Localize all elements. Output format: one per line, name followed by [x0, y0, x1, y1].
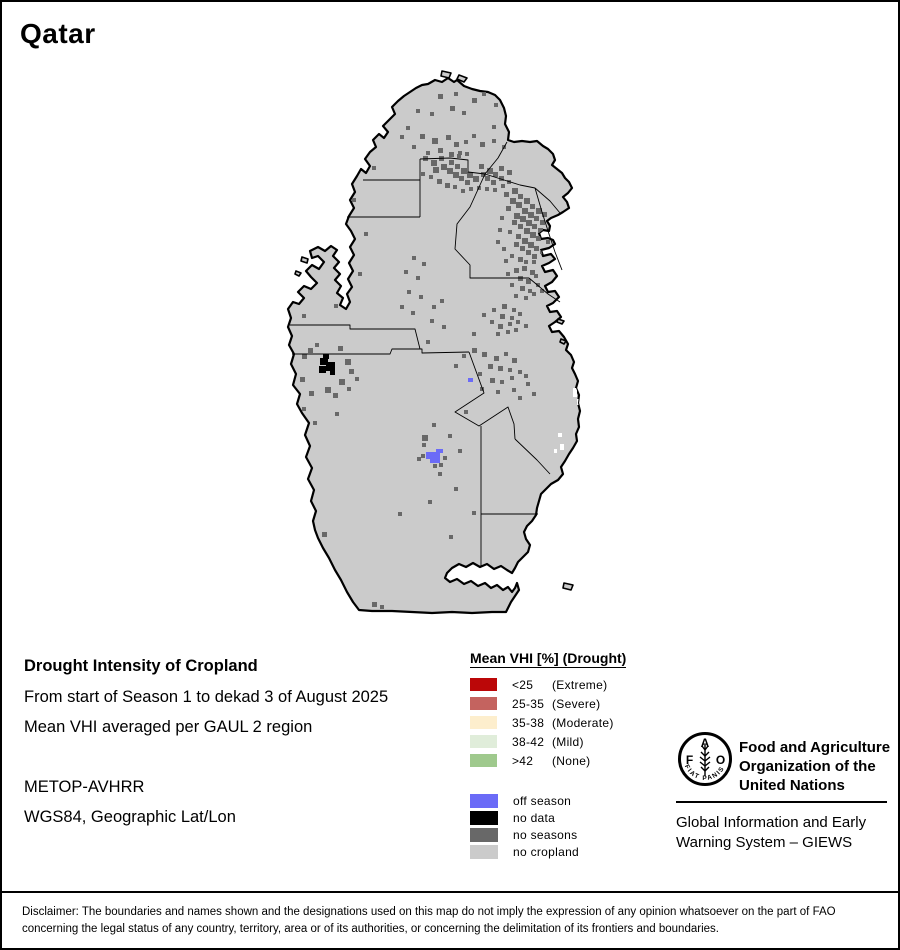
legend-label: (Moderate)	[552, 715, 614, 730]
legend-label: (Extreme)	[552, 677, 608, 692]
legend-range: 38-42	[512, 734, 545, 749]
legend-row-moderate	[470, 713, 680, 732]
info-heading: Drought Intensity of Cropland	[24, 657, 258, 675]
legend-row-no-seasons	[470, 826, 680, 843]
legend-label: no seasons	[513, 827, 578, 842]
severe-swatch-icon	[470, 697, 497, 710]
legend-row-off-season	[470, 792, 680, 809]
page-title: Qatar	[20, 18, 96, 49]
legend-range: >42	[512, 753, 534, 768]
off-season-swatch-icon	[470, 794, 498, 808]
legend-label: (None)	[552, 753, 591, 768]
legend-row-no-data	[470, 809, 680, 826]
no-data-swatch-icon	[470, 811, 498, 825]
legend-row-none	[470, 751, 680, 770]
legend-row-mild	[470, 732, 680, 751]
legend-title: Mean VHI [%] (Drought)	[470, 650, 627, 666]
info-aggregation: Mean VHI averaged per GAUL 2 region	[24, 718, 313, 736]
no-cropland-swatch-icon	[470, 845, 498, 859]
no-seasons-swatch-icon	[470, 828, 498, 842]
disclaimer	[2, 891, 898, 948]
svg-text:FIAT PANIS: FIAT PANIS	[682, 763, 727, 782]
svg-text:A: A	[700, 736, 710, 750]
svg-text:O: O	[715, 753, 726, 767]
legend-label: no data	[513, 810, 556, 825]
legend-label: (Severe)	[552, 696, 601, 711]
fao-divider	[676, 801, 887, 803]
giews-name: Global Information and Early Warning System – GIEWS	[676, 814, 867, 851]
legend-row-no-cropland	[470, 843, 680, 860]
disclaimer-line-2: concerning the legal status of any country, territory, area or of its authorities, or concerning the delimitation of its frontiers and boundaries.	[22, 923, 719, 935]
info-projection: WGS84, Geographic Lat/Lon	[24, 808, 236, 826]
legend-label: no cropland	[513, 844, 580, 859]
fao-logo-icon	[676, 730, 734, 795]
extreme-swatch-icon	[470, 678, 497, 691]
fao-name: Food and Agriculture Organization of the United Nations	[739, 739, 891, 794]
svg-text:F: F	[685, 753, 694, 767]
legend-label: (Mild)	[552, 734, 584, 749]
legend-row-severe	[470, 694, 680, 713]
legend-extra-classes	[470, 792, 680, 860]
moderate-swatch-icon	[470, 716, 497, 729]
legend-range: <25	[512, 677, 534, 692]
none-swatch-icon	[470, 754, 497, 767]
info-period: From start of Season 1 to dekad 3 of August 2025	[24, 688, 389, 706]
legend-label: off season	[513, 793, 572, 808]
legend-range: 25-35	[512, 696, 545, 711]
legend	[470, 650, 680, 860]
info-sensor: METOP-AVHRR	[24, 778, 145, 796]
mild-swatch-icon	[470, 735, 497, 748]
disclaimer-line-1: Disclaimer: The boundaries and names shown and the designations used on this map do not imply the expression of any opinion whatsoever on the part of FAO	[22, 906, 836, 918]
legend-range: 35-38	[512, 715, 545, 730]
legend-vhi-classes	[470, 675, 680, 770]
legend-row-extreme	[470, 675, 680, 694]
